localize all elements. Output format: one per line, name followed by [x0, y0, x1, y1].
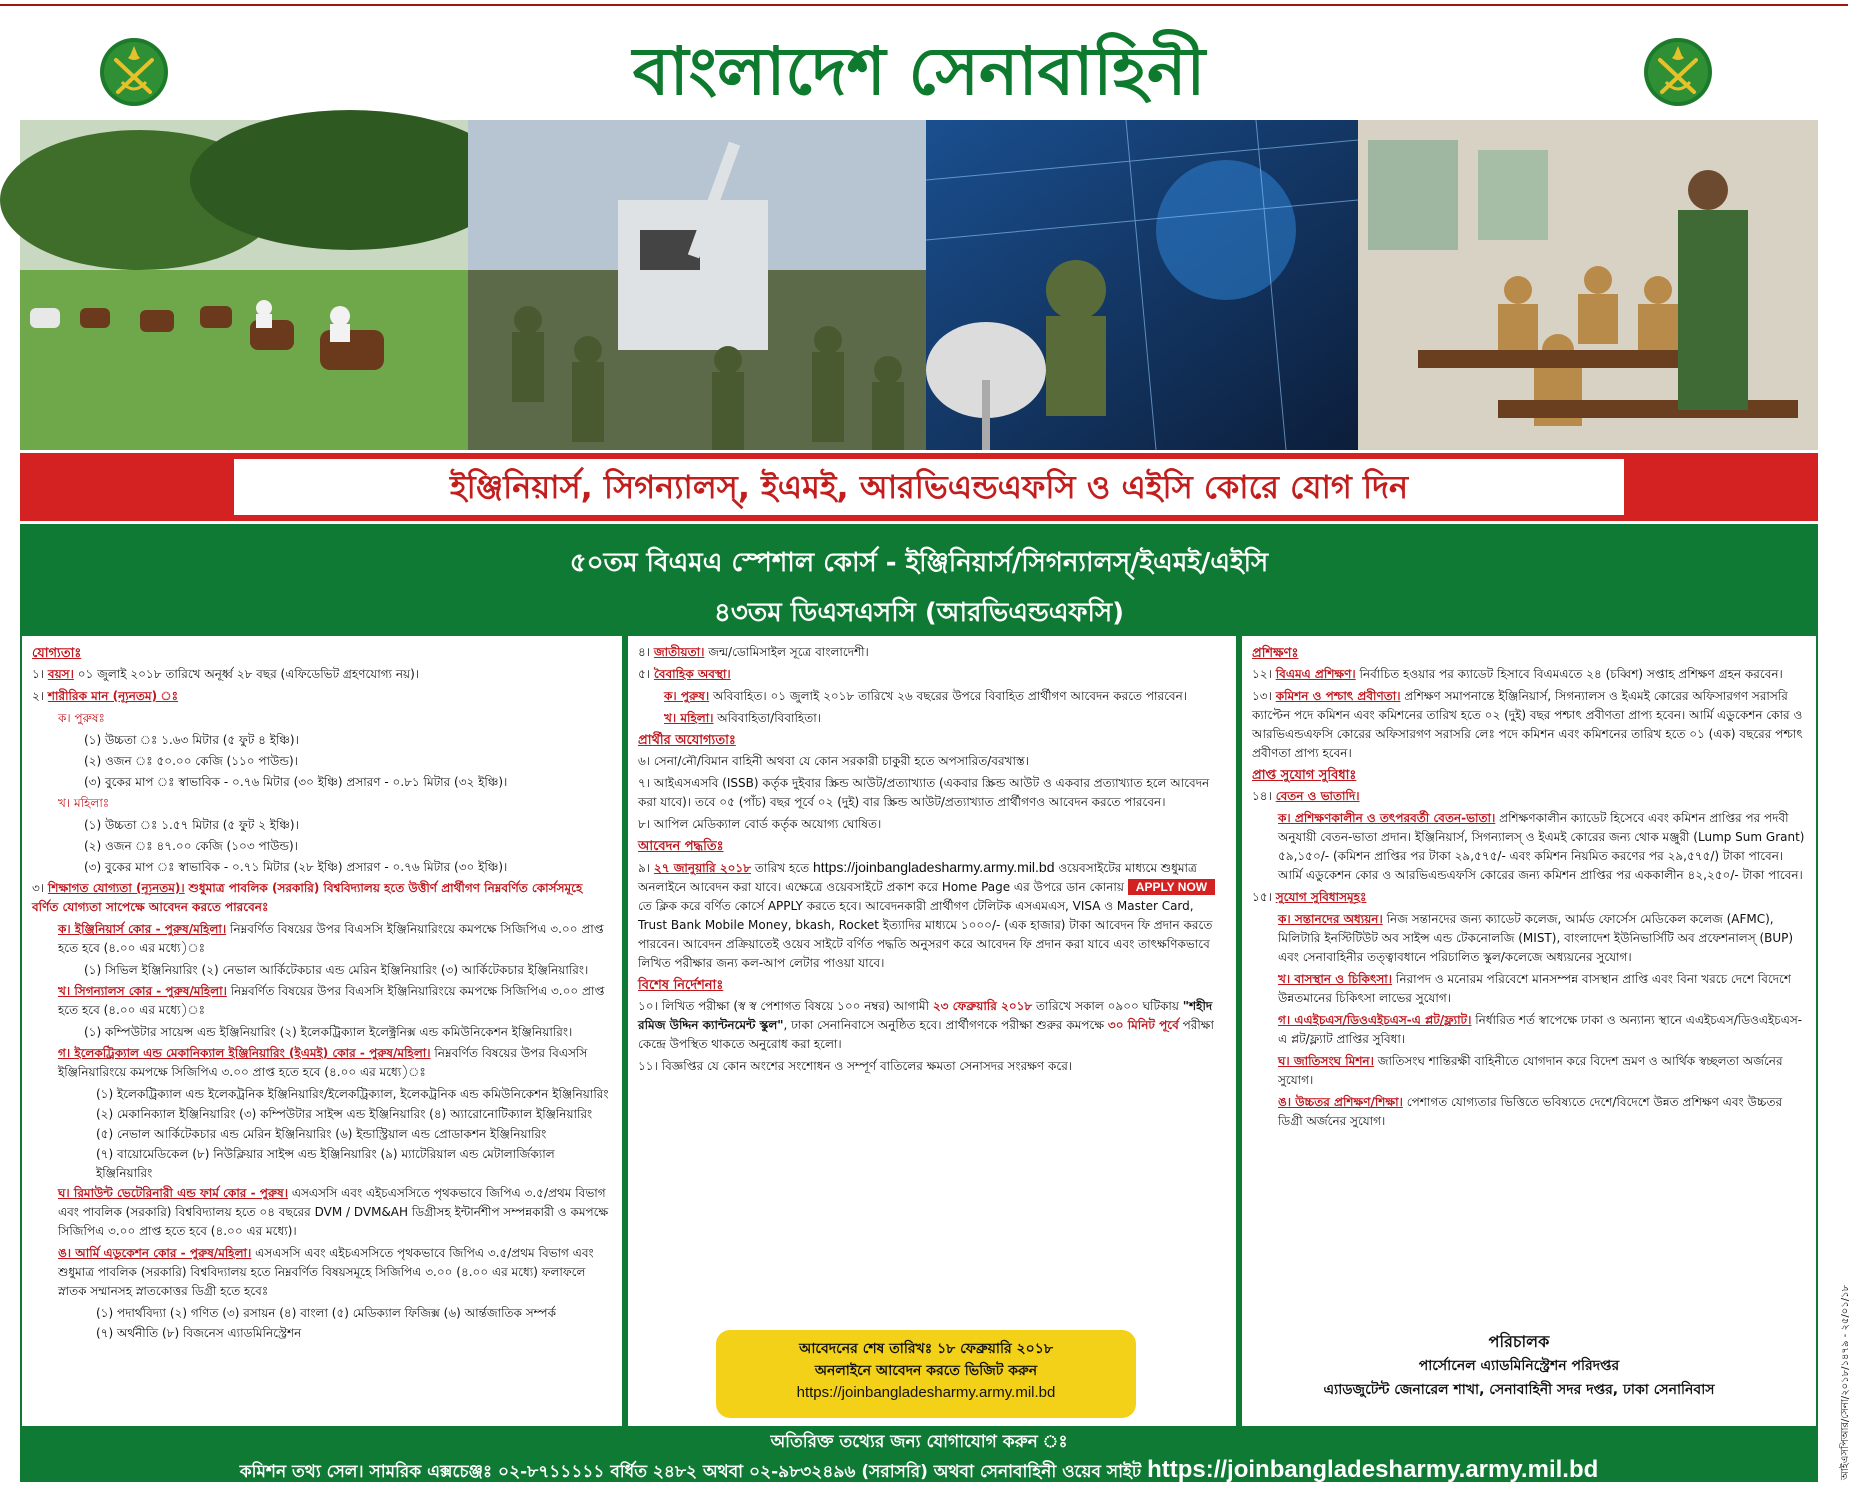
facility-children-education: [1278, 910, 1806, 967]
website-link[interactable]: https://joinbangladesharmy.army.mil.bd: [813, 859, 1055, 875]
item-number: ৪।: [638, 645, 651, 659]
item-label: ক। প্রশিক্ষণকালীন ও তৎপরবর্তী বেতন-ভাতা।: [1278, 811, 1496, 825]
item-label: বয়স।: [47, 667, 74, 681]
male-label: ক। পুরুষঃ: [58, 711, 105, 725]
application-column: [628, 636, 1236, 1426]
facility-housing-medical: [1278, 970, 1806, 1008]
item-label: জাতীয়তা।: [653, 645, 705, 659]
item-label: ঙ। উচ্চতর প্রশিক্ষণ/শিক্ষা।: [1278, 1095, 1403, 1109]
signals-technology-photo: [926, 120, 1358, 450]
advertisement-frame: [20, 24, 1818, 1482]
course-line-dssc: ৪৩তম ডিএসএসসি (আরভিএন্ডএফসি): [713, 598, 1125, 628]
eme-item: [58, 1044, 612, 1082]
signals-item: [58, 982, 612, 1020]
join-banner: [20, 450, 1818, 524]
item-text: ০১ জুলাই ২০১৮ তারিখে অনূর্ধ্ব ২৮ বছর (এফিডেভিট গ্রহণযোগ্য নয়)।: [77, 667, 420, 681]
item-label: সুযোগ সুবিধাসমূহঃ: [1275, 890, 1367, 904]
amendment-note: ১১। বিজ্ঞপ্তির যে কোন অংশের সংশোধন ও সম্পূর্ণ বাতিলের ক্ষমতা সেনাসদর সংরক্ষণ করে।: [638, 1059, 1073, 1073]
item-number: ১৩।: [1252, 689, 1272, 703]
bma-training-item: [1252, 665, 1806, 684]
item-text: নির্ধারিত শর্ত স্বাপেক্ষে ঢাকা ও অন্যান্য স্থানে এএইচএস/ডিওএইচএস-এ প্লট/ফ্ল্যাট প্রাপ্তির সুবিধা।: [1278, 1013, 1803, 1046]
footer-contact-text: কমিশন তথ্য সেল। সামরিক এক্সচেঞ্জঃ ০২-৮৭১১১১১ বর্ধিত ২৪৮২ অথবা ০২-৯৮৩২৪৯৬ (সরাসরি) অথবা সেনাবাহিনী ওয়েব সাইট: [239, 1462, 1142, 1482]
item-text: নিম্নবর্ণিত বিষয়ের উপর বিএসসি ইঞ্জিনিয়ারিংয়ে কমপক্ষে সিজিপিএ ৩.০০ প্রাপ্ত হতে হবে (৪.০০ এর মধ্যে)ঃ: [58, 984, 605, 1017]
item-label: কমিশন ও পশ্চাৎ প্রবীণতা।: [1275, 689, 1401, 703]
item-label: শিক্ষাগত যোগ্যতা (ন্যূনতম)।: [47, 881, 185, 895]
disqualification-item: ৭। আইএসএসবি (ISSB) কর্তৃক দুইবার স্ক্রিন্ড আউট/প্রত্যাখ্যাত (একবার স্ক্রিন্ড আউট ও একবার প্রত্যাখ্যাত হলে আবেদন করা যাবে)। তবে ০৫ (পাঁচ) বছর পূর্বে ০২ (দুই) বার স্ক্রিন্ড আউট/প্রত্যাখ্যাত প্রার্থীগণও আবেদন করতে পারবেন।: [638, 776, 1210, 809]
army-emblem-icon: [98, 36, 170, 108]
marital-female: [664, 709, 1226, 728]
marital-item: [638, 665, 1226, 684]
photo-strip: [20, 120, 1818, 450]
female-height: (১) উচ্চতা ঃ ১.৫৭ মিটার (৫ ফুট ২ ইঞ্চি)।: [84, 818, 299, 832]
item-label: ঙ। আর্মি এডুকেশন কোর - পুরুষ/মহিলা।: [58, 1246, 252, 1260]
item-label: ক। সন্তানদের অধ্যয়ন।: [1278, 912, 1383, 926]
female-weight: (২) ওজন ঃ ৪৭.০০ কেজি (১০৩ পাউন্ড)।: [84, 839, 298, 853]
item-label: গ। এএইচএস/ডিওএইচএস-এ প্লট/ফ্ল্যাট।: [1278, 1013, 1472, 1027]
item-number: ১২।: [1252, 667, 1272, 681]
item-label: ক। ইঞ্জিনিয়ার্স কোর - পুরুষ/মহিলা।: [58, 922, 227, 936]
item-text: শুধুমাত্র পাবলিক (সরকারি) বিশ্ববিদ্যালয় হতে উত্তীর্ণ প্রার্থীগণ নিম্নবর্ণিত কোর্সসমূহে বর্ণিত যোগ্যতা সাপেক্ষে আবেদন করতে পারবেনঃ: [32, 881, 583, 914]
section-heading: যোগ্যতাঃ: [32, 646, 82, 661]
army-emblem-icon: [1642, 36, 1714, 108]
female-label: খ। মহিলাঃ: [58, 796, 110, 810]
item-text: পরীক্ষা কেন্দ্রে উপস্থিত থাকতে অনুরোধ করা হলো।: [638, 1018, 1214, 1051]
engineers-item: [58, 920, 612, 958]
facilities-item: [1252, 888, 1806, 907]
ispr-reference-code: [1826, 1284, 1851, 1480]
item-label: বেতন ও ভাতাদি।: [1275, 789, 1360, 803]
item-text: , ঢাকা সেনানিবাসে অনুষ্ঠিত হবে। প্রার্থীগণকে পরীক্ষা শুরুর কমপক্ষে: [783, 1018, 1105, 1032]
female-chest: (৩) বুকের মাপ ঃ স্বাভাবিক - ০.৭১ মিটার (২৮ ইঞ্চি) প্রসারণ - ০.৭৬ মিটার (৩০ ইঞ্চি)।: [84, 860, 508, 874]
item-text: তে ক্লিক করে বর্ণিত কোর্সে APPLY করতে হবে। আবেদনকারী প্রার্থীগণ টেলিটক এসএমএস, VISA ও Master Card, Trust Bank Mobile Money, bkash, Rocket ইত্যাদির মাধ্যমে ১০০০/- (এক হাজার) টাকা আবেদন ফি প্রদান করতে পারবেন। আবেদন প্রক্রিয়াতেই ওয়েব সাইটে বর্ণিত পদ্ধতি অনুসরণ করে আবেদন ফি প্রদান করা যাবে এবং তাৎক্ষণিকভাবে লিখিত পরীক্ষার জন্য কল-আপ লেটার পাওয়া যাবে।: [638, 899, 1213, 970]
item-label: গ। ইলেকট্রিক্যাল এন্ড মেকানিক্যাল ইঞ্জিনিয়ারিং (ইএমই) কোর - পুরুষ/মহিলা।: [58, 1046, 431, 1060]
male-chest: (৩) বুকের মাপ ঃ স্বাভাবিক - ০.৭৬ মিটার (৩০ ইঞ্চি) প্রসারণ - ০.৮১ মিটার (৩২ ইঞ্চি)।: [84, 775, 508, 789]
footer-website-link[interactable]: https://joinbangladesharmy.army.mil.bd: [1147, 1456, 1599, 1483]
item-number: ১।: [32, 667, 45, 681]
eme-subjects: (৭) বায়োমেডিকেল (৮) নিউক্লিয়ার সাইন্স এন্ড ইঞ্জিনিয়ারিং (৯) ম্যাটেরিয়াল এন্ড মেটালার্জিক্যাল ইঞ্জিনিয়ারিং: [96, 1147, 555, 1180]
item-text: নিরাপদ ও মনোরম পরিবেশে মানসম্পন্ন বাসস্থান প্রাপ্তি এবং বিনা খরচে দেশে বিদেশে উন্নতমানের চিকিৎসা লাভের সুযোগ।: [1278, 972, 1791, 1005]
disqualification-item: ৬। সেনা/নৌ/বিমান বাহিনী অথবা যে কোন সরকারী চাকুরী হতে অপসারিত/বরখাস্ত।: [638, 754, 1029, 768]
item-number: ১০।: [638, 999, 658, 1013]
item-label: ঘ। রিমাউন্ট ভেটেরিনারী এন্ড ফার্ম কোর - পুরুষ।: [58, 1186, 289, 1200]
classroom-photo: [1358, 120, 1818, 450]
item-label: ক। পুরুষ।: [664, 689, 710, 703]
horse-riding-photo: [20, 120, 468, 450]
disqualification-item: ৮। আপিল মেডিক্যাল বোর্ড কর্তৃক অযোগ্য ঘোষিত।: [638, 817, 882, 831]
eligibility-column: [22, 636, 622, 1426]
male-weight: (২) ওজন ঃ ৫০.০০ কেজি (১১০ পাউন্ড)।: [84, 754, 298, 768]
apply-start-date: ২৭ জানুয়ারি ২০১৮: [653, 861, 752, 875]
page-title: বাংলাদেশ সেনাবাহিনী: [632, 33, 1206, 110]
facility-higher-training: [1278, 1093, 1806, 1131]
application-method: [638, 858, 1226, 973]
item-text: অবিবাহিত। ০১ জুলাই ২০১৮ তারিখে ২৬ বছরের উপরে বিবাহিত প্রার্থীগণ আবেদন করতে পারবেন।: [712, 689, 1188, 703]
signals-subjects: (১) কম্পিউটার সায়েন্স এন্ড ইঞ্জিনিয়ারিং (২) ইলেকট্রিক্যাল ইলেক্ট্রনিক্স এন্ড কমিউনিকেশন ইঞ্জিনিয়ারিং।: [84, 1025, 573, 1039]
item-number: ১৪।: [1252, 789, 1272, 803]
deadline-line: আবেদনের শেষ তারিখঃ ১৮ ফেব্রুয়ারি ২০১৮: [799, 1341, 1053, 1357]
exam-date: ২৩ ফেব্রুয়ারি ২০১৮: [932, 999, 1033, 1013]
rvfc-item: [58, 1184, 612, 1241]
nationality-item: [638, 643, 1226, 662]
item-number: ৫।: [638, 667, 651, 681]
salary-item: [1252, 787, 1806, 806]
section-heading: প্রশিক্ষণঃ: [1252, 646, 1299, 661]
item-text: এসএসসি এবং এইচএসসিতে পৃথকভাবে জিপিএ ৩.৫/প্রথম বিভাগ এবং শুধুমাত্র পাবলিক (সরকারি) বিশ্ববিদ্যালয় হতে নিম্নবর্ণিত বিষয়সমূহে সিজিপিএ ৩.০০ (৪.০০ এর মধ্যে) ফলাফলে স্নাতক সম্মানসহ স্নাতকোত্তর ডিগ্রী হতে হবেঃ: [58, 1246, 594, 1298]
exam-instruction: [638, 997, 1226, 1054]
exam-arrival-time: ৩০ মিনিট পূর্বে: [1107, 1018, 1179, 1032]
item-label: খ। বাসস্থান ও চিকিৎসা।: [1278, 972, 1393, 986]
item-text: লিখিত পরীক্ষা (স্ব স্ব পেশাগত বিষয়ে ১০০ নম্বর) আগামী: [661, 999, 930, 1013]
header: [20, 24, 1818, 120]
marital-male: [664, 687, 1226, 706]
top-rule: [0, 4, 1848, 6]
item-label: বৈবাহিক অবস্থা।: [653, 667, 731, 681]
item-label: শারীরিক মান (ন্যূনতম) ঃ: [47, 689, 179, 703]
item-text: তারিখে সকাল ০৯০০ ঘটিকায়: [1036, 999, 1179, 1013]
education-item: [32, 879, 612, 917]
eme-subjects: (৫) নেভাল আর্কিটেকচার এন্ড মেরিন ইঞ্জিনিয়ারিং (৬) ইন্ডাস্ট্রিয়াল এন্ড প্রোডাকশন ইঞ্জিনিয়ারিং: [96, 1127, 547, 1141]
join-banner-inner: [234, 459, 1624, 515]
item-label: খ। মহিলা।: [664, 711, 714, 725]
apply-now-button[interactable]: APPLY NOW: [1128, 879, 1215, 895]
ispr-reference-text: আইএসপিআর/সেনা/২০১৮/১৪৭৯ - ২৫/০১/১৮: [1840, 1284, 1851, 1480]
item-text: অবিবাহিতা/বিবাহিতা।: [717, 711, 822, 725]
male-height: (১) উচ্চতা ঃ ১.৬৩ মিটার (৫ ফুট ৪ ইঞ্চি)।: [84, 733, 299, 747]
item-number: ৯।: [638, 861, 651, 875]
signature-dept: পার্সোনেল এ্যাডমিনিস্ট্রেশন পরিদপ্তর: [1418, 1358, 1620, 1374]
signature-block: [1242, 1330, 1796, 1402]
eme-subjects: (১) ইলেকট্রিক্যাল এন্ড ইলেকট্রনিক ইঞ্জিনিয়ারিং/ইলেকট্রিক্যাল, ইলেকট্রনিক এন্ড কমিউনিকেশন ইঞ্জিনিয়ারিং: [96, 1087, 609, 1101]
section-heading: প্রাপ্ত সুযোগ সুবিধাঃ: [1252, 768, 1357, 783]
item-text: পেশাগত যোগ্যতার ভিত্তিতে ভবিষ্যতে দেশে/বিদেশে উন্নত প্রশিক্ষণ এবং উচ্চতর ডিগ্রী অর্জনের সুযোগ।: [1278, 1095, 1783, 1128]
signature-branch: এ্যাডজুটেন্ট জেনারেল শাখা, সেনাবাহিনী সদর দপ্তর, ঢাকা সেনানিবাস: [1323, 1382, 1715, 1398]
deadline-box: [716, 1330, 1136, 1418]
item-text: নির্বাচিত হওয়ার পর ক্যাডেট হিসাবে বিএমএতে ২৪ (চব্বিশ) সপ্তাহ প্রশিক্ষণ গ্রহন করবেন।: [1359, 667, 1783, 681]
section-heading: আবেদন পদ্ধতিঃ: [638, 839, 724, 854]
course-line-bma: ৫০তম বিএমএ স্পেশাল কোর্স - ইঞ্জিনিয়ার্স/সিগন্যালস্/ইএমই/এইসি: [569, 548, 1269, 578]
section-heading: বিশেষ নির্দেশনাঃ: [638, 978, 724, 993]
salary-detail: [1278, 809, 1806, 885]
exam-venue: "শহীদ রমিজ উদ্দিন ক্যান্টনমেন্ট স্কুল": [638, 999, 1213, 1032]
item-number: ১৫।: [1252, 890, 1272, 904]
join-headline: ইঞ্জিনিয়ার্স, সিগন্যালস্, ইএমই, আরভিএন্ডএফসি ও এইসি কোরে যোগ দিন: [449, 468, 1409, 506]
engineers-subjects: (১) সিভিল ইঞ্জিনিয়ারিং (২) নেভাল আর্কিটেকচার এন্ড মেরিন ইঞ্জিনিয়ারিং (৩) আর্কিটেকচার ইঞ্জিনিয়ারিং।: [84, 963, 589, 977]
commission-item: [1252, 687, 1806, 763]
item-text: নিম্নবর্ণিত বিষয়ের উপর বিএসসি ইঞ্জিনিয়ারিংয়ে কমপক্ষে সিজিপিএ ৩.০০ প্রাপ্ত হতে হবে (৪.০০ এর মধ্যে)ঃ: [58, 1046, 588, 1079]
item-number: ৩।: [32, 881, 45, 895]
item-text: নিম্নবর্ণিত বিষয়ের উপর বিএসসি ইঞ্জিনিয়ারিংয়ে কমপক্ষে সিজিপিএ ৩.০০ প্রাপ্ত হতে হবে (৪.০০ এর মধ্যে)ঃ: [58, 922, 604, 955]
signature-title: পরিচালক: [1488, 1332, 1550, 1351]
deadline-visit: অনলাইনে আবেদন করতে ভিজিট করুন: [814, 1363, 1038, 1379]
footer-contact-details: [20, 1458, 1818, 1484]
item-label: ঘ। জাতিসংঘ মিশন।: [1278, 1054, 1374, 1068]
deadline-url[interactable]: https://joinbangladesharmy.army.mil.bd: [796, 1384, 1056, 1401]
item-text: প্রশিক্ষণ সমাপনান্তে ইঞ্জিনিয়ার্স, সিগন্যালস ও ইএমই কোরের অফিসারগণ সরাসরি ক্যাপ্টেন পদে কমিশন এবং কমিশনের তারিখ হতে ০২ (দুই) বছর পশ্চাৎ প্রবীণতা প্রাপ্য হবেন। আর্মি এডুকেশন কোর ও আরভিএন্ডএফসি কোরের অফিসারগণ সরাসরি লেঃ পদে কমিশন এবং কমিশনের তারিখ হতে ০১ (এক) বছরের পশ্চাৎ প্রবীণতা প্রাপ্য হবেন।: [1252, 689, 1803, 760]
item-text: জাতিসংঘ শান্তিরক্ষী বাহিনীতে যোগদান করে বিদেশ ভ্রমণ ও আর্থিক স্বচ্ছলতা অর্জনের সুযোগ।: [1278, 1054, 1783, 1087]
facility-un-mission: [1278, 1052, 1806, 1090]
aec-subjects: (৭) অর্থনীতি (৮) বিজনেস এ্যাডমিনিস্ট্রেশন: [96, 1326, 302, 1340]
facility-plot-flat: [1278, 1011, 1806, 1049]
un-peacekeeping-photo: [468, 120, 926, 450]
eme-subjects: (২) মেকানিক্যাল ইঞ্জিনিয়ারিং (৩) কম্পিউটার সাইন্স এন্ড ইঞ্জিনিয়ারিং (৪) অ্যারোনোটিক্যাল ইঞ্জিনিয়ারিং: [96, 1107, 593, 1121]
item-text: জন্ম/ডোমিসাইল সূত্রে বাংলাদেশী।: [708, 645, 869, 659]
item-number: ২।: [32, 689, 45, 703]
item-label: বিএমএ প্রশিক্ষণ।: [1275, 667, 1356, 681]
item-text: এসএসসি এবং এইচএসসিতে পৃথকভাবে জিপিএ ৩.৫/প্রথম বিভাগ এবং পাবলিক (সরকারি) বিশ্ববিদ্যালয় হতে ০৪ বছরের DVM / DVM&AH ডিগ্রীসহ ইন্টার্নশীপ সম্পন্নকারী ও কমপক্ষে সিজিপিএ ৩.০০ প্রাপ্ত হতে হবে (৪.০০ এর মধ্যে)।: [58, 1186, 609, 1238]
item-label: খ। সিগন্যালস কোর - পুরুষ/মহিলা।: [58, 984, 227, 998]
section-heading: প্রার্থীর অযোগ্যতাঃ: [638, 733, 736, 748]
physical-item: [32, 687, 612, 706]
item-text: তারিখ হতে: [754, 861, 810, 875]
item-text: নিজ সন্তানদের জন্য ক্যাডেট কলেজ, আর্মড ফোর্সেস মেডিকেল কলেজ (AFMC), মিলিটারি ইনস্টিটিউট অব সাইন্স এন্ড টেকনোলজি (MIST), বাংলাদেশ ইউনিভার্সিটি অব প্রফেশনালস্ (BUP) এবং সেনাবাহিনীর তত্ত্বাবধানে পরিচালিত স্কুল/কলেজে অধ্যয়নের সুযোগ।: [1278, 912, 1794, 964]
benefits-column: [1242, 636, 1816, 1426]
age-item: [32, 665, 612, 684]
footer-contact-heading: অতিরিক্ত তথ্যের জন্য যোগাযোগ করুন ঃ: [770, 1432, 1068, 1452]
aec-subjects: (১) পদার্থবিদ্যা (২) গণিত (৩) রসায়ন (৪) বাংলা (৫) মেডিক্যাল ফিজিক্স (৬) আর্ন্তজাতিক সম্পর্ক: [96, 1306, 556, 1320]
aec-item: [58, 1244, 612, 1301]
item-text: ওয়েবসাইটের মাধ্যমে শুধুমাত্র অনলাইনে আবেদন করা যাবে। এক্ষেত্রে ওয়েবসাইটে প্রকাশ করে Home Page এর উপরে ডান কোনায়: [638, 861, 1197, 894]
item-text: প্রশিক্ষণকালীন ক্যাডেট হিসেবে এবং কমিশন প্রাপ্তির পর পদবী অনুযায়ী বেতন-ভাতা প্রদান। ইঞ্জিনিয়ার্স, সিগন্যালস্ ও ইএমই কোরের জন্য থোক মঞ্জুরী (Lump Sum Grant) ৫৯,১৫০/- (কমিশন প্রাপ্তির পর টাকা ২৯,৫৭৫/- এবং কমিশন নিয়মিত করণের পর ২৯,৫৭৫/) টাকা পাবেন। আর্মি এডুকেশন কোর ও আরভিএন্ডএফসি কোরের জন্য কমিশন প্রাপ্তির পর এককালীন ৪২,২৫০/- টাকা পাবেন।: [1278, 811, 1805, 882]
